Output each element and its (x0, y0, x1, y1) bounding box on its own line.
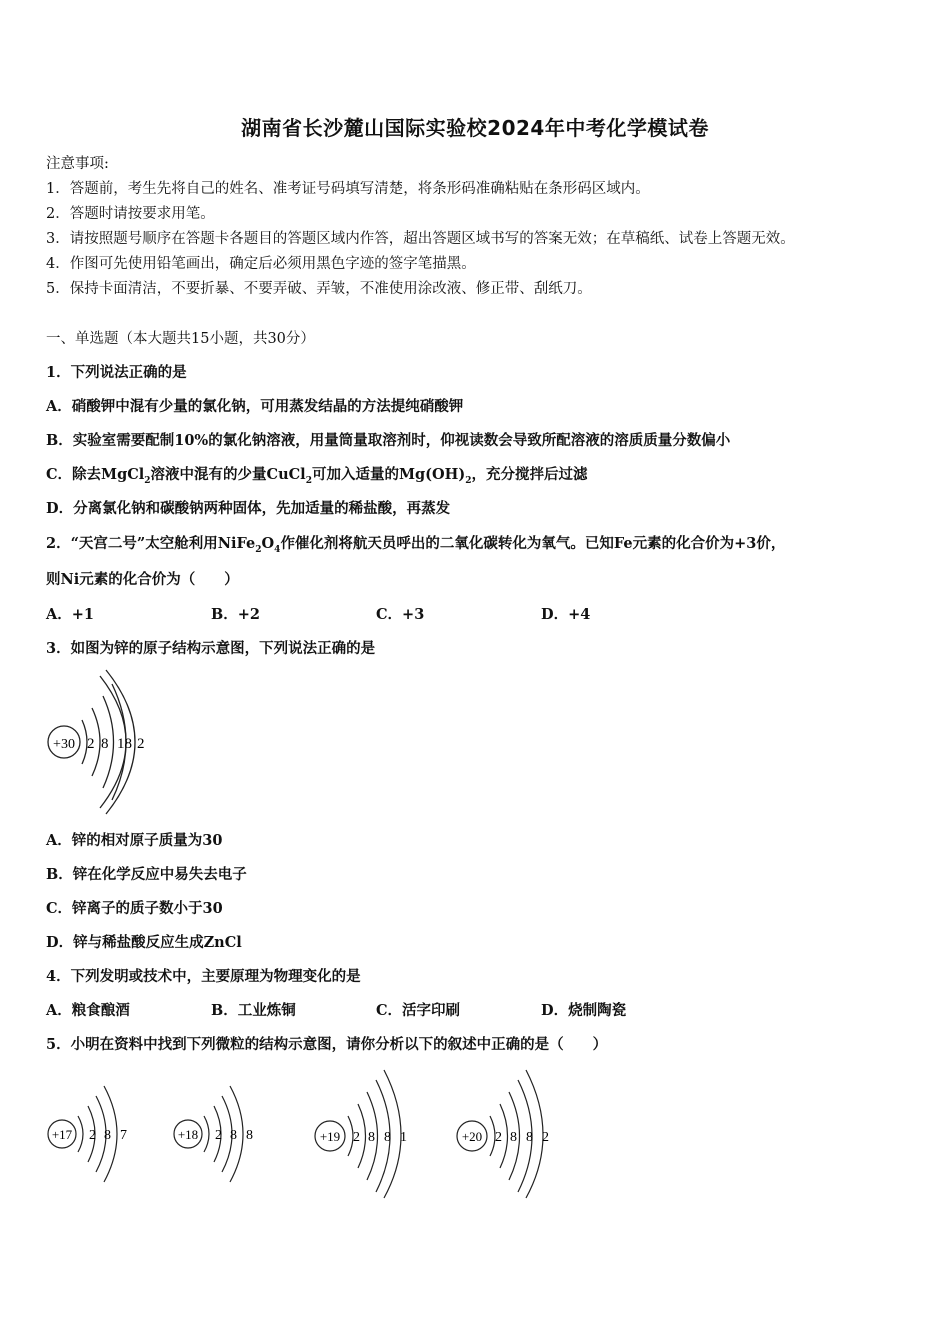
shell-count: 2 (137, 736, 145, 752)
nucleus-label: +19 (319, 1129, 341, 1144)
particle-diagram-20 (448, 1064, 568, 1200)
q2-option-c: C．+3 (376, 606, 425, 623)
q3-option-c: C．锌离子的质子数小于30 (46, 900, 223, 917)
shell-count: 8 (246, 1128, 253, 1143)
q1-stem: 1．下列说法正确的是 (46, 364, 187, 381)
q1-option-c: C．除去MgCl$_2$溶液中混有的少量CuCl$_2$可加入适量的$Mg(OH)_2$，充分搅拌后过滤 (46, 466, 588, 486)
shell-count: 2 (89, 1128, 96, 1143)
shell-count: 7 (120, 1128, 127, 1143)
nucleus-label: +17 (51, 1127, 73, 1142)
shell-count: 2 (353, 1130, 360, 1145)
shell-count: 18 (117, 736, 132, 752)
q4-stem: 4．下列发明或技术中，主要原理为物理变化的是 (46, 968, 361, 985)
nucleus-label: +30 (53, 737, 75, 752)
q4-option-c: C．活字印刷 (376, 1002, 461, 1019)
electron-shell-arc (78, 1116, 83, 1152)
notice-item: 4．作图可先使用铅笔画出，确定后必须用黑色字迹的签字笔描黑。 (46, 256, 476, 272)
q1-option-b: B．实验室需要配制10%的氯化钠溶液，用量筒量取溶剂时，仰视读数会导致所配溶液的溶质质量分数偏小 (46, 432, 731, 449)
q2-stem-line2: 则Ni元素的化合价为（ ） (46, 571, 239, 588)
nucleus-label: +18 (177, 1127, 199, 1142)
section-heading: 一、单选题（本大题共15小题，共30分） (46, 331, 315, 347)
notice-item: 5．保持卡面清洁，不要折暴、不要弄破、弄皱，不准使用涂改液、修正带、刮纸刀。 (46, 281, 592, 297)
shell-count: 2 (495, 1130, 502, 1145)
shell-count: 8 (510, 1130, 517, 1145)
q4-option-d: D．烧制陶瓷 (541, 1002, 627, 1019)
page-title: 湖南省长沙麓山国际实验校2024年中考化学模试卷 (241, 116, 709, 140)
q2-option-d: D．+4 (541, 606, 591, 623)
q3-option-d: D．锌与稀盐酸反应生成ZnCl (46, 934, 242, 951)
q4-option-b: B．工业炼铜 (211, 1002, 296, 1019)
notice-item: 3．请按照题号顺序在答题卡各题目的答题区域内作答，超出答题区域书写的答案无效；在草稿纸、试卷上答题无效。 (46, 231, 795, 247)
q3-option-a: A．锌的相对原子质量为30 (46, 832, 223, 849)
q3-stem: 3．如图为锌的原子结构示意图，下列说法正确的是 (46, 640, 376, 657)
particle-diagram-19 (306, 1064, 426, 1200)
particle-diagram-17 (40, 1072, 140, 1192)
q1-option-d: D．分离氯化钠和碳酸钠两种固体，先加适量的稀盐酸，再蒸发 (46, 500, 451, 517)
q2-option-b: B．+2 (211, 606, 260, 623)
q5-stem: 5．小明在资料中找到下列微粒的结构示意图，请你分析以下的叙述中正确的是（ ） (46, 1036, 608, 1053)
q4-option-a: A．粮食酿酒 (46, 1002, 130, 1019)
shell-count: 8 (384, 1130, 391, 1145)
shell-count: 8 (230, 1128, 237, 1143)
shell-count: 2 (542, 1130, 549, 1145)
shell-count: 8 (368, 1130, 375, 1145)
shell-count: 1 (400, 1130, 407, 1145)
shell-count: 8 (526, 1130, 533, 1145)
nucleus-label: +20 (461, 1129, 483, 1144)
zinc-atom-diagram (40, 668, 180, 818)
shell-count: 8 (104, 1128, 111, 1143)
electron-shell-arc (204, 1116, 209, 1152)
q1-option-a: A．硝酸钾中混有少量的氯化钠，可用蒸发结晶的方法提纯硝酸钾 (46, 398, 464, 415)
shell-count: 8 (101, 736, 109, 752)
q2-option-a: A．+1 (46, 606, 94, 623)
particle-diagram-18 (166, 1072, 266, 1192)
notice-item: 2．答题时请按要求用笔。 (46, 206, 215, 222)
notice-heading: 注意事项: (46, 156, 109, 172)
notice-item: 1．答题前，考生先将自己的姓名、准考证号码填写清楚，将条形码准确粘贴在条形码区域内。 (46, 181, 650, 197)
shell-count: 2 (87, 736, 95, 752)
q3-option-b: B．锌在化学反应中易失去电子 (46, 866, 247, 883)
shell-count: 2 (215, 1128, 222, 1143)
q2-stem: 2．“天宫二号”太空舱利用$NiFe_2O_4$作催化剂将航天员呼出的二氧化碳转化为氧气。已知Fe元素的化合价为+3价， (46, 535, 786, 555)
